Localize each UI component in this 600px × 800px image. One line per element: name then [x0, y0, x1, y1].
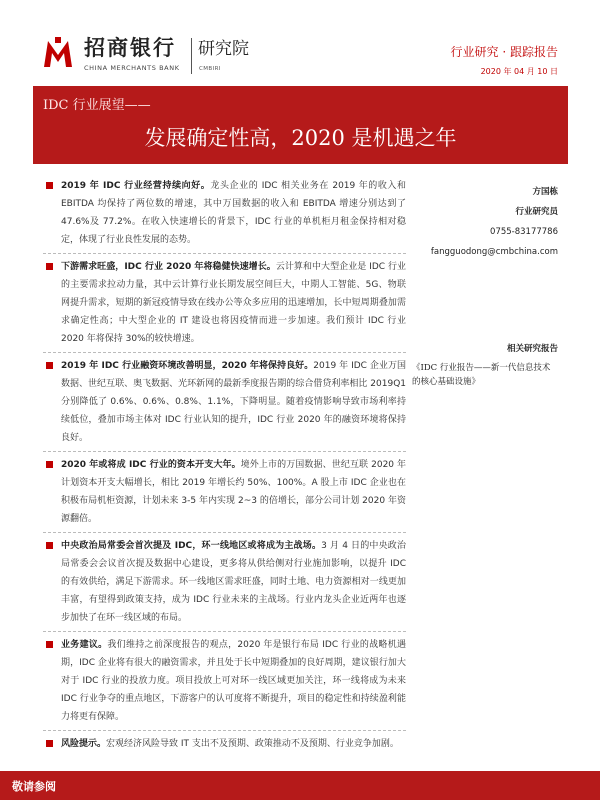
bullet-icon [46, 542, 53, 549]
paragraph-text: 2019 年 IDC 企业万国数据、世纪互联、奥飞数据、光环新网的最新季度报告期的综合借贷利率相比 2019Q1 分别降低了 0.6%、0.6%、0.8%、1.1%，下降明显。随着疫情影响导致市场利率持续低位，叠加市场主体对 IDC 行业认知的提升，IDC 行业 2020 年的融资环境将保持良好。 [61, 361, 407, 443]
analyst-phone: 0755-83177786 [490, 227, 558, 237]
bullet-icon [46, 461, 53, 468]
divider [43, 730, 406, 731]
paragraph-text: 龙头企业的 IDC 相关业务在 2019 年的收入和 EBITDA 均保持了两位数的增速，其中万国数据的收入和 EBITDA 增速分别达到了 47.6%及 77.2%。在收入快速增长的背景下，IDC 行业的单机柜月租金保持相对稳定，体现了行业良性发展的态势。 [61, 181, 407, 245]
bullet-icon [46, 263, 53, 270]
logo-divider [191, 38, 192, 74]
divider [43, 532, 406, 533]
paragraph-lead: 2019 年 IDC 行业经营持续向好。 [61, 181, 211, 191]
paragraph-lead: 2020 年或将成 IDC 行业的资本开支大年。 [61, 460, 241, 470]
related-reports-heading: 相关研究报告 [506, 344, 558, 354]
bullet-icon [46, 740, 53, 747]
summary-paragraph [43, 456, 406, 528]
brand-name-en: CHINA MERCHANTS BANK [84, 64, 180, 72]
title-banner [33, 86, 568, 164]
paragraph-text: 3 月 4 日的中央政治局常委会会议首次提及数据中心建设，更多将从供给侧对行业施加影响，以提升 IDC 的有效供给，满足下游需求。环一线地区需求旺盛，同时土地、电力资源相对一线更加丰富，有望得到政策支持，成为 IDC 行业未来的主战场。行业内龙头企业近两年也逐步加快了在环一线区域的布局。 [61, 541, 406, 623]
paragraph-lead: 中央政治局常委会首次提及 IDC，环一线地区或将成为主战场。 [61, 541, 322, 551]
summary-paragraph [43, 636, 406, 726]
analyst-sidebar [412, 182, 558, 387]
analyst-name: 方国栋 [532, 187, 558, 197]
paragraph-text: 云计算和中大型企业是 IDC 行业的主要需求拉动力量，其中云计算行业长期发展空间巨大，中期人工智能、5G、物联网提升需求，短期的新冠疫情导致在线办公等众多应用的迅速增加，长中短周期叠加需求确定性高；中大型企业的 IT 建设也将因疫情而进一步加速。我们预计 IDC 行业 2020 年将保持 30%的较快增速。 [61, 262, 407, 344]
paragraph-lead: 下游需求旺盛，IDC 行业 2020 年将稳健快速增长。 [61, 262, 276, 272]
divider [43, 352, 406, 353]
paragraph-lead: 风险提示。 [61, 739, 107, 749]
report-title: 发展确定性高，2020 是机遇之年 [144, 126, 457, 150]
analyst-role: 行业研究员 [515, 207, 558, 217]
brand-name-cn: 招商银行 [84, 36, 176, 60]
research-institute-en: CMBIRI [199, 66, 221, 72]
divider [43, 631, 406, 632]
summary-paragraph [43, 177, 406, 249]
research-institute-cn: 研究院 [198, 39, 249, 59]
paragraph-text: 宏观经济风险导致 IT 支出不及预期、政策推动不及预期、行业竞争加剧。 [106, 739, 399, 749]
bullet-icon [46, 362, 53, 369]
footer-bar [0, 771, 600, 800]
summary-paragraph [43, 258, 406, 348]
related-report-link[interactable]: 《IDC 行业报告——新一代信息技术的核心基础设施》 [412, 363, 551, 387]
paragraph-lead: 2019 年 IDC 行业融资环境改善明显，2020 年将保持良好。 [61, 361, 314, 371]
report-date: 2020 年 04 月 10 日 [480, 67, 558, 76]
paragraph-lead: 业务建议。 [61, 640, 108, 650]
paragraph-text: 境外上市的万国数据、世纪互联 2020 年计划资本开支大幅增长，相比 2019 年增长约 50%、100%。A 股上市 IDC 企业也在积极布局机柜资源，计划未来 3-5 年内实现 2~3 的倍增长，部分公司计划 2020 年资源翻倍。 [61, 460, 406, 524]
paragraph-text: 我们维持之前深度报告的观点，2020 年是银行布局 IDC 行业的战略机遇期，IDC 企业将有很大的融资需求，并且处于长中短期叠加的良好周期，建议银行加大对于 IDC 行业的投放力度。项目投放上可对环一线区域更加关注，环一线将成为未来 IDC 行业争夺的重点地区，下游客户的认可度将不断提升，项目的稳定性和持续盈利能力将更有保障。 [61, 640, 406, 722]
divider [43, 451, 406, 452]
summary-paragraph [43, 735, 406, 753]
bullet-icon [46, 182, 53, 189]
divider [43, 253, 406, 254]
summary-body [43, 177, 406, 756]
summary-paragraph [43, 357, 406, 447]
industry-label: IDC 行业展望—— [43, 98, 151, 113]
footer-label: 敬请参阅 [12, 780, 56, 793]
bullet-icon [46, 641, 53, 648]
analyst-email: fangguodong@cmbchina.com [430, 247, 558, 257]
cmb-logo-icon [40, 35, 76, 71]
report-type: 行业研究 · 跟踪报告 [450, 45, 558, 59]
summary-paragraph [43, 537, 406, 627]
